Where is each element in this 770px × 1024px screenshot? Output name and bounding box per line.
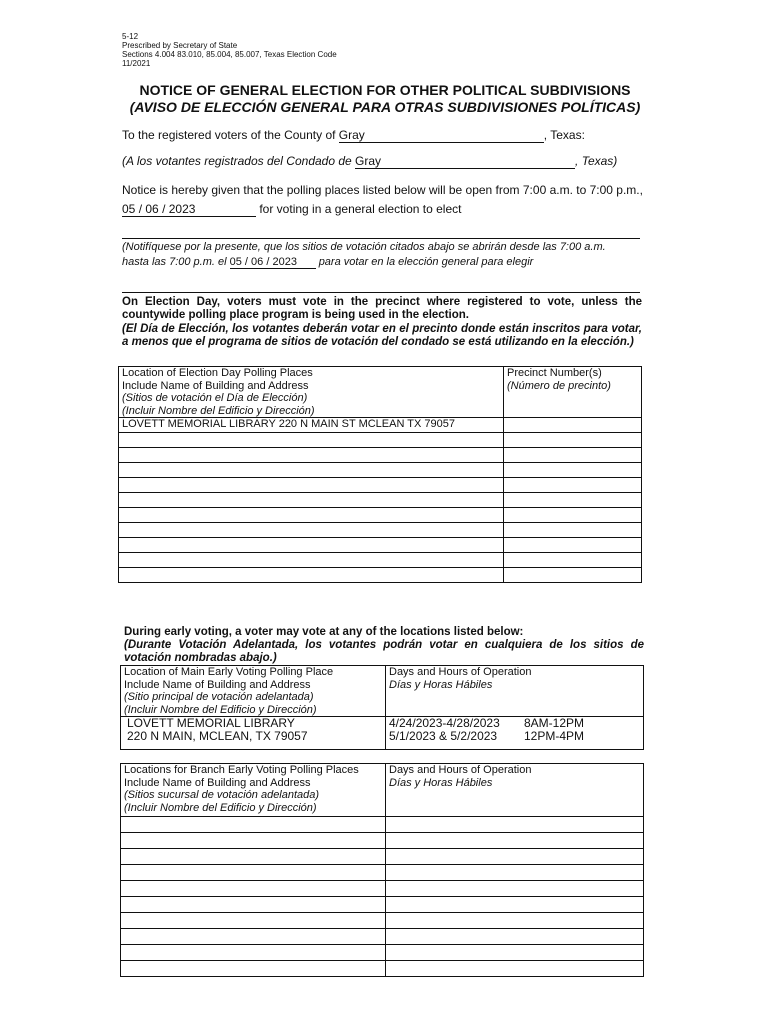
main-location-header: Location of Main Early Voting Polling Place Include Name of Building and Address (Sitio principal de votación adelantada) (Incluir Nombre del Edificio y Dirección) <box>121 666 386 717</box>
table-row: LOVETT MEMORIAL LIBRARY 220 N MAIN ST MCLEAN TX 79057 <box>119 418 504 433</box>
election-day-es: (El Día de Elección, los votantes deberán votar en el precinto donde están inscritos para votar, a menos que el programa de sitios de votación del condado se está utilizando en la elección.) <box>122 323 642 348</box>
table-row <box>119 478 504 493</box>
main-hours-header: Days and Hours of Operation Días y Horas Hábiles <box>386 666 644 717</box>
table-row <box>121 913 386 929</box>
form-number: 5-12 <box>122 32 139 41</box>
notice-date-en: 05 / 06 / 2023 for voting in a general election to elect <box>122 202 462 216</box>
election-day-en: On Election Day, voters must vote in the precinct where registered to vote, unless the countywide polling place program is being used in the election. <box>122 296 642 321</box>
table-cell <box>504 463 642 478</box>
table-cell <box>504 508 642 523</box>
table-row <box>121 897 386 913</box>
table-cell <box>386 945 644 961</box>
form-header <box>122 32 337 68</box>
table-cell <box>504 523 642 538</box>
table-row <box>121 849 386 865</box>
table-cell <box>504 568 642 583</box>
divider <box>122 292 640 293</box>
table-row <box>119 508 504 523</box>
prescribed-by: Prescribed by Secretary of State <box>122 41 238 50</box>
table-row <box>121 881 386 897</box>
early-voting-es: (Durante Votación Adelantada, los votantes podrán votar en cualquiera de los sitios de votación nombradas abajo.) <box>124 639 644 664</box>
table-row <box>119 448 504 463</box>
table-cell <box>386 961 644 977</box>
early-voting-en: During early voting, a voter may vote at any of the locations listed below: <box>124 626 524 638</box>
form-date: 11/2021 <box>122 59 151 68</box>
title-spanish: (AVISO DE ELECCIÓN GENERAL PARA OTRAS SUBDIVISIONES POLÍTICAS) <box>129 99 641 115</box>
county-line-en: To the registered voters of the County of Gray , Texas: <box>122 128 585 142</box>
table-cell <box>386 929 644 945</box>
table-cell <box>504 553 642 568</box>
table-cell <box>386 881 644 897</box>
table-cell <box>504 493 642 508</box>
sections: Sections 4.004 83.010, 85.004, 85.007, Texas Election Code <box>122 50 337 59</box>
table-cell <box>504 448 642 463</box>
main-early-voting-table <box>120 665 644 750</box>
col-location-header: Location of Election Day Polling Places Include Name of Building and Address (Sitios de votación el Día de Elección) (Incluir Nombre del Edificio y Dirección) <box>119 367 504 418</box>
table-cell <box>504 433 642 448</box>
table-cell <box>386 849 644 865</box>
main-location-cell: LOVETT MEMORIAL LIBRARY 220 N MAIN, MCLEAN, TX 79057 <box>121 717 386 750</box>
branch-early-voting-table <box>120 763 644 977</box>
branch-location-header: Locations for Branch Early Voting Polling Places Include Name of Building and Address (Sitios sucursal de votación adelantada) (Incluir Nombre del Edificio y Dirección) <box>121 764 386 817</box>
table-row <box>119 523 504 538</box>
county-field: Gray <box>339 128 544 143</box>
table-row <box>119 553 504 568</box>
main-hours-cell: 4/24/2023-4/28/2023 5/1/2023 & 5/2/2023 8AM-12PM 12PM-4PM <box>386 717 644 750</box>
table-cell <box>386 865 644 881</box>
table-row <box>121 865 386 881</box>
col-precinct-header: Precinct Number(s) (Número de precinto) <box>504 367 642 418</box>
table-row <box>119 463 504 478</box>
table-cell <box>386 913 644 929</box>
table-row <box>119 433 504 448</box>
title-english: NOTICE OF GENERAL ELECTION FOR OTHER POLITICAL SUBDIVISIONS <box>139 82 631 98</box>
table-cell <box>504 538 642 553</box>
table-row <box>121 817 386 833</box>
table-row <box>121 961 386 977</box>
table-row <box>119 493 504 508</box>
county-line-es: (A los votantes registrados del Condado de Gray , Texas) <box>122 154 618 168</box>
table-row <box>121 929 386 945</box>
notice-es: (Notifíquese por la presente, que los sitios de votación citados abajo se abrirán desde las 7:00 a.m. <box>122 241 606 253</box>
county-field-es: Gray <box>355 154 575 169</box>
election-day-table <box>118 366 642 583</box>
table-cell <box>504 478 642 493</box>
table-row <box>121 833 386 849</box>
table-cell <box>504 418 642 433</box>
notice-date-es: hasta las 7:00 p.m. el 05 / 06 / 2023 para votar en la elección general para elegir <box>122 256 534 268</box>
divider <box>122 238 640 239</box>
table-row <box>121 945 386 961</box>
table-cell <box>386 897 644 913</box>
notice-en: Notice is hereby given that the polling places listed below will be open from 7:00 a.m. to 7:00 p.m., <box>122 183 643 197</box>
table-cell <box>386 817 644 833</box>
table-row <box>119 538 504 553</box>
table-row <box>119 568 504 583</box>
branch-hours-header: Days and Hours of Operation Días y Horas Hábiles <box>386 764 644 817</box>
table-cell <box>386 833 644 849</box>
